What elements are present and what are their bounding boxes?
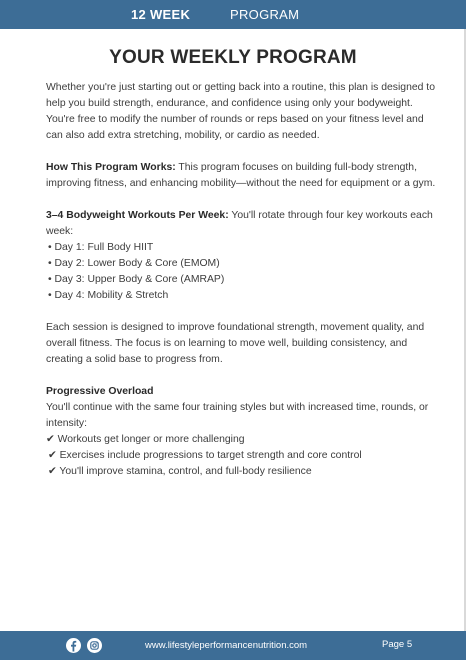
session-paragraph: Each session is designed to improve foundational strength, movement quality, and overall fitness. The focus is on learning to move well, building consistency, and creating a solid base to progress from. [46,322,425,365]
overload-text: You'll continue with the same four training styles but with increased time, rounds, or intensity: [46,402,429,429]
overload-paragraph [46,384,436,480]
day-item: • Day 1: Full Body HIIT [48,242,154,253]
workouts-paragraph [46,208,436,304]
facebook-icon[interactable] [66,638,81,653]
day-item: • Day 3: Upper Body & Core (AMRAP) [48,274,225,285]
day-item: • Day 4: Mobility & Stretch [48,290,169,301]
overload-item: ✔ Exercises include progressions to target strength and core control [48,450,362,461]
overload-item: ✔ You'll improve stamina, control, and full-body resilience [48,466,312,477]
page-number: Page 5 [382,639,413,650]
header-bar [0,0,466,29]
page-title: YOUR WEEKLY PROGRAM [109,47,357,68]
header-title-regular: PROGRAM [230,7,300,22]
instagram-icon[interactable] [87,638,102,653]
how-label: How This Program Works: [46,162,176,173]
overload-item: ✔ Workouts get longer or more challenging [46,434,245,445]
main-content [46,80,436,496]
how-paragraph [46,160,436,192]
header-title-bold: 12 WEEK [131,7,191,22]
day-item: • Day 2: Lower Body & Core (EMOM) [48,258,220,269]
footer-bar [0,631,466,660]
social-links [66,638,102,653]
overload-label: Progressive Overload [46,386,154,397]
workouts-text: You'll rotate through four key workouts each week: [46,210,433,237]
workouts-label: 3–4 Bodyweight Workouts Per Week: [46,210,229,221]
intro-paragraph: Whether you're just starting out or getting back into a routine, this plan is designed to help you build strength, endurance, and confidence using only your bodyweight. You're free to modify the number of rounds or reps based on your fitness level and can also add extra stretching, mobility, or cardio as needed. [46,82,435,141]
how-text: This program focuses on building full-body strength, improving fitness, and enhancing mobility—without the need for equipment or a gym. [46,162,436,189]
website-link[interactable]: www.lifestyleperformancenutrition.com [145,640,308,651]
